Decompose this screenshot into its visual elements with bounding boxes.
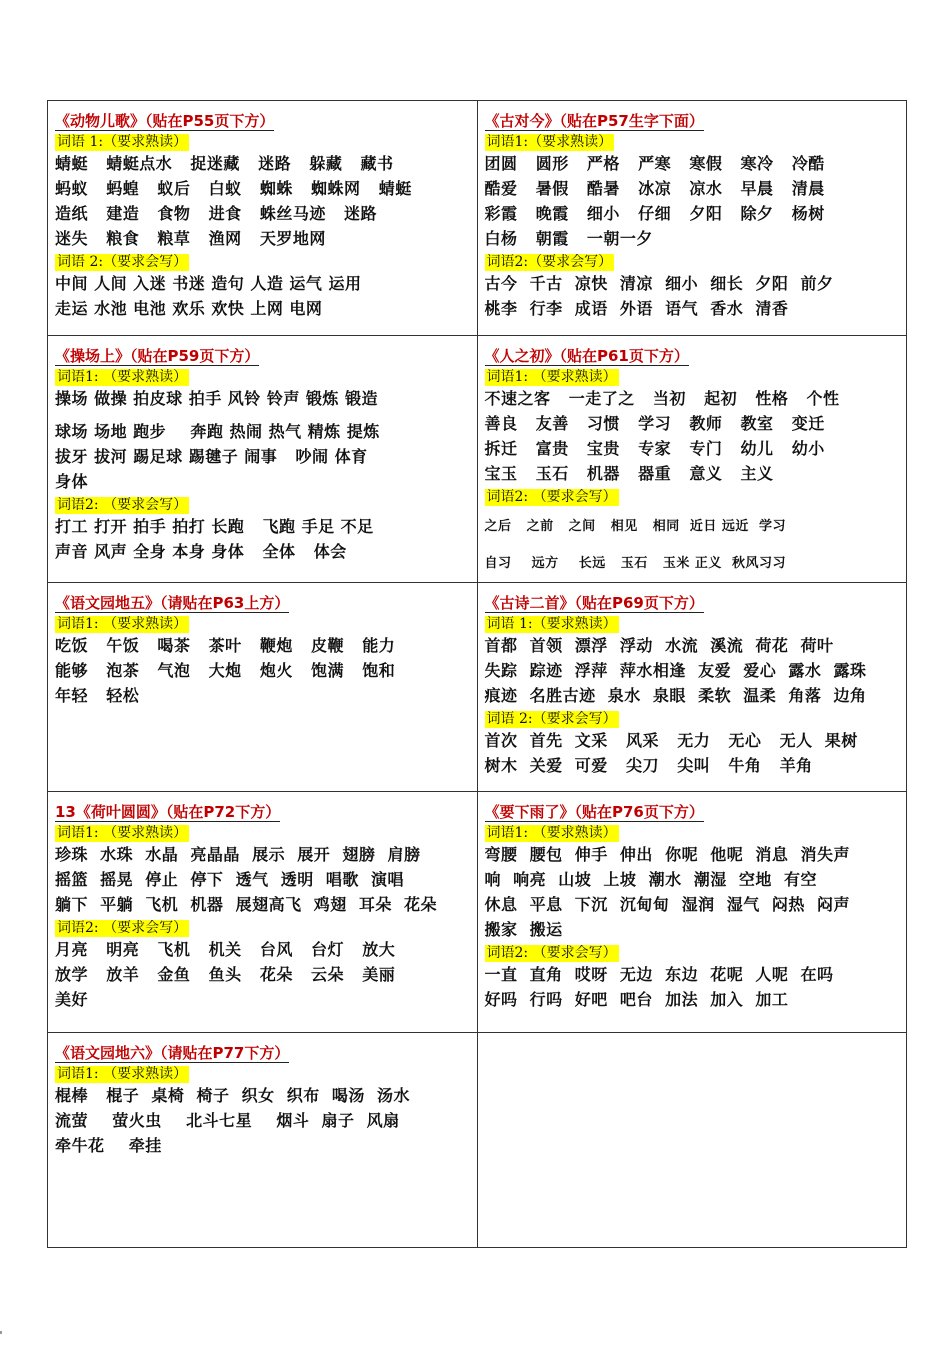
word-line: 酷爱 暑假 酷暑 冰凉 凉水 早晨 清晨 (484, 179, 825, 198)
word-line: 拆迁 富贵 宝贵 专家 专门 幼儿 幼小 (484, 439, 825, 458)
lesson-cell (48, 583, 478, 792)
word-line: 善良 友善 习惯 学习 教师 教室 变迁 (484, 414, 825, 433)
word-line: 好吗 行吗 好吧 吧台 加法 加入 加工 (484, 990, 789, 1009)
word-line: 树木 关爱 可爱 尖刀 尖叫 牛角 羊角 (484, 756, 813, 775)
lesson-cell (48, 101, 478, 336)
table-row (48, 583, 907, 792)
lesson-title: 《语文园地五》（请贴在P63上方） (55, 594, 290, 612)
page-mark (0, 1331, 2, 1334)
word-line: 造纸 建造 食物 进食 蛛丝马迹 迷路 (55, 204, 378, 223)
lesson-title: 《古诗二首》（贴在P69页下方） (484, 594, 704, 612)
word-line: 声音 风声 全身 本身 身体 全体 体会 (55, 542, 347, 561)
lesson-cell (477, 336, 907, 583)
lesson-cell (48, 792, 478, 1033)
lesson-cell (477, 583, 907, 792)
word-line: 一直 直角 哎呀 无边 东边 花呢 人呢 在吗 (484, 965, 834, 984)
word-line: 首都 首领 漂浮 浮动 水流 溪流 荷花 荷叶 (484, 636, 834, 655)
word-line: 球场 场地 跑步 奔跑 热闹 热气 精炼 提炼 (55, 422, 380, 441)
requirement-label: 词语2: （要求会写） (486, 945, 617, 961)
requirement-label: 词语1:（要求熟读） (486, 134, 613, 150)
lesson-cell (477, 792, 907, 1033)
lesson-cell (477, 101, 907, 336)
requirement-label: 词语1: （要求熟读） (57, 369, 188, 385)
table-row (48, 336, 907, 583)
requirement-label: 词语 2:（要求会写） (57, 254, 188, 270)
requirement-label: 词语1: （要求熟读） (57, 1066, 188, 1082)
word-line: 自习 远方 长远 玉石 玉米 正义 秋风习习 (484, 556, 786, 571)
lesson-title: 13《荷叶圆圆》（贴在P72下方） (55, 803, 281, 821)
empty-cell (477, 1033, 907, 1248)
lesson-title: 《动物儿歌》（贴在P55页下方） (55, 112, 275, 130)
word-line: 身体 (55, 472, 89, 491)
word-line: 躺下 平躺 飞机 机器 展翅高飞 鸡翅 耳朵 花朵 (55, 895, 437, 914)
requirement-label: 词语1: （要求熟读） (486, 825, 617, 841)
word-line: 流萤 萤火虫 北斗七星 烟斗 扇子 风扇 (55, 1111, 400, 1130)
word-line: 搬家 搬运 (484, 920, 563, 939)
requirement-label: 词语 1:（要求熟读） (57, 134, 188, 150)
word-line: 休息 平息 下沉 沉甸甸 湿润 湿气 闷热 闷声 (484, 895, 850, 914)
word-line: 珍珠 水珠 水晶 亮晶晶 展示 展开 翅膀 肩膀 (55, 845, 421, 864)
requirement-label: 词语 1:（要求熟读） (486, 616, 617, 632)
word-line: 迷失 粮食 粮草 渔网 天罗地网 (55, 229, 326, 248)
word-line: 拔牙 拔河 踢足球 踢毽子 闹事 吵闹 体育 (55, 447, 368, 466)
word-line: 宝玉 玉石 机器 器重 意义 主义 (484, 464, 774, 483)
lesson-cell (48, 1033, 478, 1248)
word-line: 中间 人间 入迷 书迷 造句 人造 运气 运用 (55, 274, 362, 293)
word-line: 古今 千古 凉快 清凉 细小 细长 夕阳 前夕 (484, 274, 834, 293)
word-line: 不速之客 一走了之 当初 起初 性格 个性 (484, 389, 840, 408)
table-row (48, 792, 907, 1033)
word-line: 摇篮 摇晃 停止 停下 透气 透明 唱歌 演唱 (55, 870, 404, 889)
vocabulary-table (47, 100, 907, 1248)
word-line: 蜻蜓 蜻蜓点水 捉迷藏 迷路 躲藏 藏书 (55, 154, 394, 173)
word-line: 打工 打开 拍手 拍打 长跑 飞跑 手足 不足 (55, 517, 374, 536)
word-line: 牵牛花 牵挂 (55, 1136, 162, 1155)
word-line: 吃饭 午饭 喝茶 茶叶 鞭炮 皮鞭 能力 (55, 636, 396, 655)
word-line: 彩霞 晚霞 细小 仔细 夕阳 除夕 杨树 (484, 204, 825, 223)
word-line: 放学 放羊 金鱼 鱼头 花朵 云朵 美丽 (55, 965, 396, 984)
word-line: 首次 首先 文采 风采 无力 无心 无人 果树 (484, 731, 858, 750)
word-line: 走运 水池 电池 欢乐 欢快 上网 电网 (55, 299, 323, 318)
word-line: 年轻 轻松 (55, 686, 140, 705)
word-line: 响 响亮 山坡 上坡 潮水 潮湿 空地 有空 (484, 870, 817, 889)
requirement-label: 词语2: （要求会写） (57, 920, 188, 936)
requirement-label: 词语2:（要求会写） (486, 254, 613, 270)
requirement-label: 词语2: （要求会写） (486, 489, 617, 505)
lesson-title: 《人之初》（贴在P61页下方） (484, 347, 689, 365)
word-line: 白杨 朝霞 一朝一夕 (484, 229, 653, 248)
requirement-label: 词语 2:（要求会写） (486, 711, 617, 727)
requirement-label: 词语1: （要求熟读） (57, 616, 188, 632)
table-row (48, 1033, 907, 1248)
word-line: 失踪 踪迹 浮萍 萍水相逢 友爱 爱心 露水 露珠 (484, 661, 867, 680)
lesson-title: 《语文园地六》（请贴在P77下方） (55, 1044, 290, 1062)
word-line: 棍棒 棍子 桌椅 椅子 织女 织布 喝汤 汤水 (55, 1086, 411, 1105)
requirement-label: 词语1: （要求熟读） (57, 825, 188, 841)
word-line: 弯腰 腰包 伸手 伸出 你呢 他呢 消息 消失声 (484, 845, 850, 864)
requirement-label: 词语1: （要求熟读） (486, 369, 617, 385)
lesson-cell (48, 336, 478, 583)
word-line: 之后 之前 之间 相见 相同 近日 远近 学习 (484, 519, 786, 534)
word-line: 蚂蚁 蚂蝗 蚁后 白蚁 蜘蛛 蜘蛛网 蜻蜓 (55, 179, 412, 198)
word-line: 月亮 明亮 飞机 机关 台风 台灯 放大 (55, 940, 396, 959)
word-line: 团圆 圆形 严格 严寒 寒假 寒冷 冷酷 (484, 154, 825, 173)
word-line: 桃李 行李 成语 外语 语气 香水 清香 (484, 299, 789, 318)
lesson-title: 《要下雨了》（贴在P76页下方） (484, 803, 704, 821)
word-line: 美好 (55, 990, 89, 1009)
lesson-title: 《操场上》（贴在P59页下方） (55, 347, 260, 365)
requirement-label: 词语2: （要求会写） (57, 497, 188, 513)
lesson-title: 《古对今》（贴在P57生字下面） (484, 112, 704, 130)
word-line: 操场 做操 拍皮球 拍手 风铃 铃声 锻炼 锻造 (55, 389, 378, 408)
word-line: 能够 泡茶 气泡 大炮 炮火 饱满 饱和 (55, 661, 396, 680)
word-line: 痕迹 名胜古迹 泉水 泉眼 柔软 温柔 角落 边角 (484, 686, 867, 705)
table-row (48, 101, 907, 336)
